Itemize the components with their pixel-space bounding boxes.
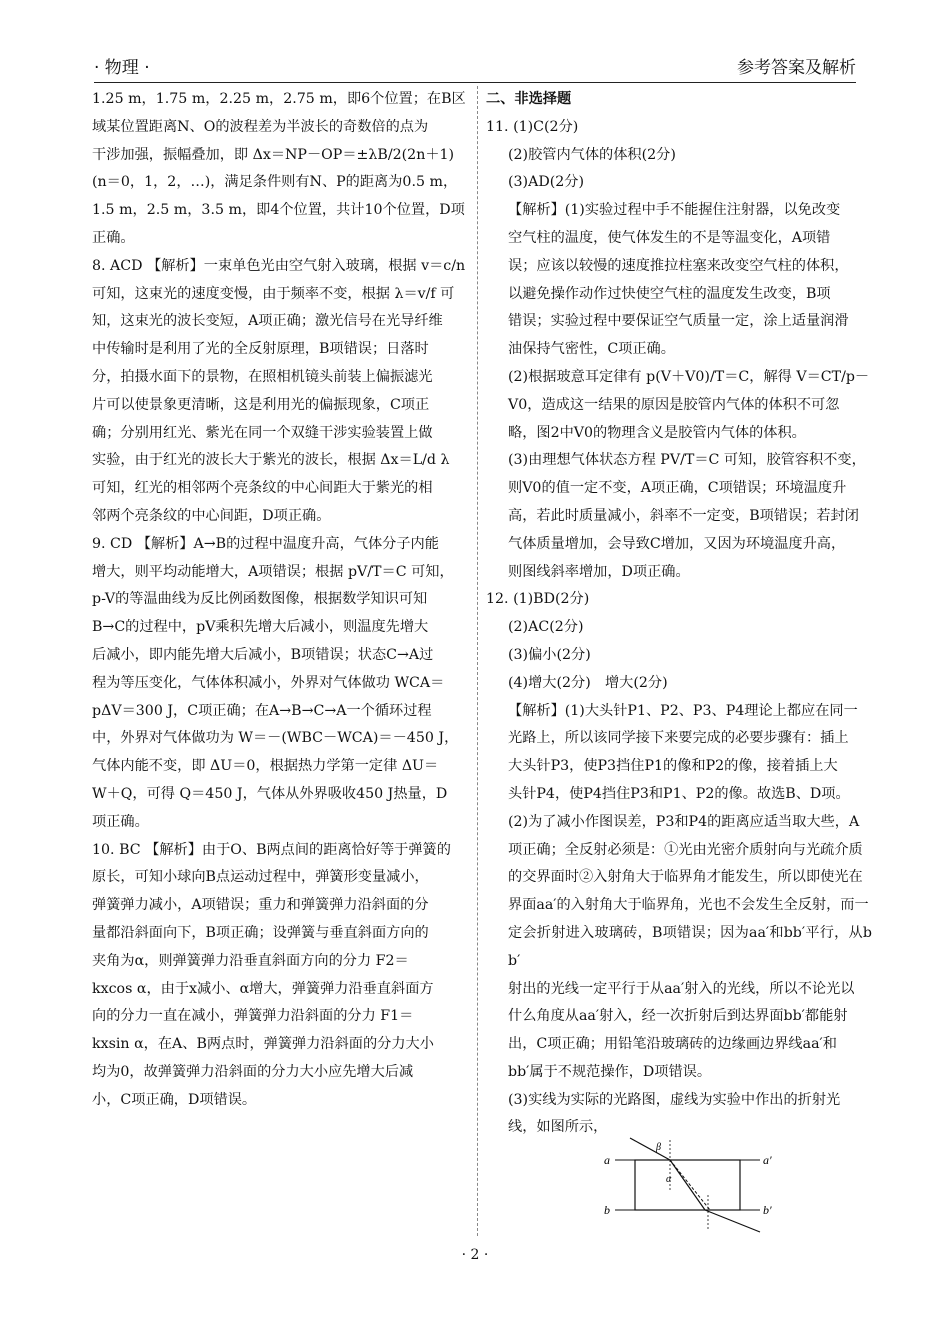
line: 油保持气密性，C项正确。 [508,341,675,358]
line: 【解析】(1)大头针P1、P2、P3、P4理论上都应在同一 [508,702,858,719]
line: 高，若此时质量减小，斜率不一定变，B项错误；若封闭 [508,507,859,524]
line: (2)AC(2分) [508,619,584,636]
label-alpha: α [666,1174,672,1185]
line: 界面aa′的入射角大于临界角，光也不会发生全反射，而一 [508,897,869,914]
label-a-prime: a′ [763,1153,772,1167]
line: (4)增大(2分) 增大(2分) [508,674,668,691]
line: (2)根据玻意耳定律有 p(V＋V0)/T＝C，解得 V＝CT/p－ [508,368,870,385]
line: 程为等压变化，气体体积减小，外界对气体做功 WCA＝ [92,674,445,691]
line: 中，外界对气体做功为 W＝－(WBC－WCA)＝－450 J， [92,730,459,747]
line: bb′属于不规范操作，D项错误。 [508,1063,712,1080]
line: 则图线斜率增加，D项正确。 [508,563,690,580]
label-beta: β [656,1142,661,1153]
line: 误；应该以较慢的速度推拉柱塞来改变空气柱的体积， [508,257,849,274]
line: 【解析】(1)实验过程中手不能握住注射器，以免改变 [508,202,841,219]
line: kxsin α，在A、B两点时，弹簧弹力沿斜面的分力大小 [92,1036,434,1053]
line: 正确。 [92,229,135,246]
line: 略，图2中V0的物理含义是胶管内气体的体积。 [508,424,806,441]
column-divider [477,86,478,1236]
line: 气体内能不变，即 ΔU＝0，根据热力学第一定律 ΔU＝ [92,758,439,775]
label-a: a [604,1153,610,1167]
left-column [92,86,468,1114]
line: 气体质量增加，会导致C增加，又因为环境温度升高， [508,535,846,552]
section-title: 二、非选择题 [486,91,572,107]
line: 1.25 m，1.75 m，2.25 m，2.75 m，即6个位置；在B区 [92,91,466,107]
line: 邻两个亮条纹的中心间距，D项正确。 [92,507,331,524]
line: 夹角为α，则弹簧弹力沿垂直斜面方向的分力 F2＝ [92,952,409,969]
line: 小，C项正确，D项错误。 [92,1091,257,1108]
line: 可知，这束光的速度变慢，由于频率不变，根据 λ＝v/f 可 [92,285,455,302]
line: 片可以使景象更清晰，这是利用光的偏振现象，C项正 [92,396,430,413]
line: pΔV＝300 J，C项正确；在A→B→C→A一个循环过程 [92,702,432,719]
answer-12: 12. (1)BD(2分) [486,591,590,608]
line: 后减小，即内能先增大后减小，B项错误；状态C→A过 [92,646,434,663]
line: 向的分力一直在减小，弹簧弹力沿斜面的分力 F1＝ [92,1008,414,1025]
line: 实验，由于红光的波长大于紫光的波长，根据 Δx＝L/d λ [92,452,450,469]
answer-8: 8. ACD 【解析】一束单色光由空气射入玻璃，根据 v＝c/n [92,257,466,274]
line: 什么角度从aa′射入，经一次折射后到达界面bb′都能射 [508,1008,848,1025]
page-header [94,48,856,83]
line: p-V的等温曲线为反比例函数图像，根据数学知识可知 [92,591,428,608]
line: 错误；实验过程中要保证空气质量一定，涂上适量润滑 [508,313,849,330]
line: (3)由理想气体状态方程 PV/T＝C 可知，胶管容积不变， [508,452,866,469]
line: B→C的过程中，pV乘积先增大后减小，则温度先增大 [92,619,429,636]
line: 以避免操作动作过快使空气柱的温度发生改变，B项 [508,285,831,302]
line: (3)AD(2分) [508,174,585,191]
line: (3)实线为实际的光路图，虚线为实验中作出的折射光 [508,1091,841,1108]
measured-ray [670,1160,710,1210]
line: 增大，则平均动能增大，A项错误；根据 pV/T＝C 可知， [92,563,454,580]
line: kxcos α，由于x减小、α增大，弹簧弹力沿垂直斜面方 [92,980,434,997]
line: 分，拍摄水面下的景物，在照相机镜头前装上偏振滤光 [92,368,433,385]
line: 出，C项正确；用铅笔沿玻璃砖的边缘画边界线aa′和 [508,1036,837,1053]
line: 定会折射进入玻璃砖，B项错误；因为aa′和bb′平行，从bb′ [508,924,872,969]
line: 大头针P3，使P3挡住P1的像和P2的像，接着插上大 [508,758,838,775]
line: 1.5 m，2.5 m，3.5 m，即4个位置，共计10个位置，D项 [92,202,465,219]
refracted-ray [670,1160,705,1210]
line: 线，如图所示， [508,1119,608,1136]
answer-11: 11. (1)C(2分) [486,118,579,135]
answer-9: 9. CD 【解析】A→B的过程中温度升高，气体分子内能 [92,535,439,552]
line: 项正确；全反射必须是：①光由光密介质射向与光疏介质 [508,841,863,858]
line: 射出的光线一定平行于从aa′射入的光线，所以不论光以 [508,980,855,997]
line: W＋Q，可得 Q＝450 J，气体从外界吸收450 J热量，D [92,785,448,802]
line: (2)胶管内气体的体积(2分) [508,146,676,163]
line: 域某位置距离N、O的波程差为半波长的奇数倍的点为 [92,118,429,135]
line: 原长，可知小球向B点运动过程中，弹簧形变量减小， [92,869,429,886]
line: 量都沿斜面向下，B项正确；设弹簧与垂直斜面方向的 [92,924,429,941]
answer-10: 10. BC 【解析】由于O、B两点间的距离恰好等于弹簧的 [92,841,451,858]
glass-block-figure [600,1130,790,1240]
label-b-prime: b′ [763,1203,772,1217]
line: (3)偏小(2分) [508,646,591,663]
line: 头针P4，使P4挡住P3和P1、P2的像。故选B、D项。 [508,785,850,802]
line: 中传输时是利用了光的全反射原理，B项错误；日落时 [92,341,429,358]
line: (2)为了减小作图误差，P3和P4的距离应适当取大些，A [508,813,860,830]
incident-ray [630,1138,670,1160]
line: 可知，红光的相邻两个亮条纹的中心间距大于紫光的相 [92,480,433,497]
line: 均为0，故弹簧弹力沿斜面的分力大小应先增大后减 [92,1063,414,1080]
exit-ray [705,1210,760,1232]
line: 空气柱的温度，使气体发生的不是等温变化，A项错 [508,229,831,246]
subject-label: · 物理 · [94,58,150,78]
line: 则V0的值一定不变，A项正确，C项错误；环境温度升 [508,480,847,497]
right-column [486,86,872,1142]
line: (n＝0，1，2，…)，满足条件则有N、P的距离为0.5 m， [92,174,458,191]
line: 光路上，所以该同学接下来要完成的必要步骤有：插上 [508,730,849,747]
line: 弹簧弹力减小，A项错误；重力和弹簧弹力沿斜面的分 [92,897,429,914]
line: 的交界面时②入射角大于临界角才能发生，所以即使光在 [508,869,863,886]
line: 知，这束光的波长变短，A项正确；激光信号在光导纤维 [92,313,443,330]
page-number: · 2 · [461,1247,489,1263]
line: 干涉加强，振幅叠加，即 Δx＝NP－OP＝±λB/2(2n＋1) [92,146,455,163]
label-b: b [604,1203,610,1217]
line: 项正确。 [92,813,149,830]
line: V0，造成这一结果的原因是胶管内气体的体积不可忽 [508,396,840,413]
doc-title: 参考答案及解析 [737,58,856,78]
line: 确；分别用红光、紫光在同一个双缝干涉实验装置上做 [92,424,433,441]
